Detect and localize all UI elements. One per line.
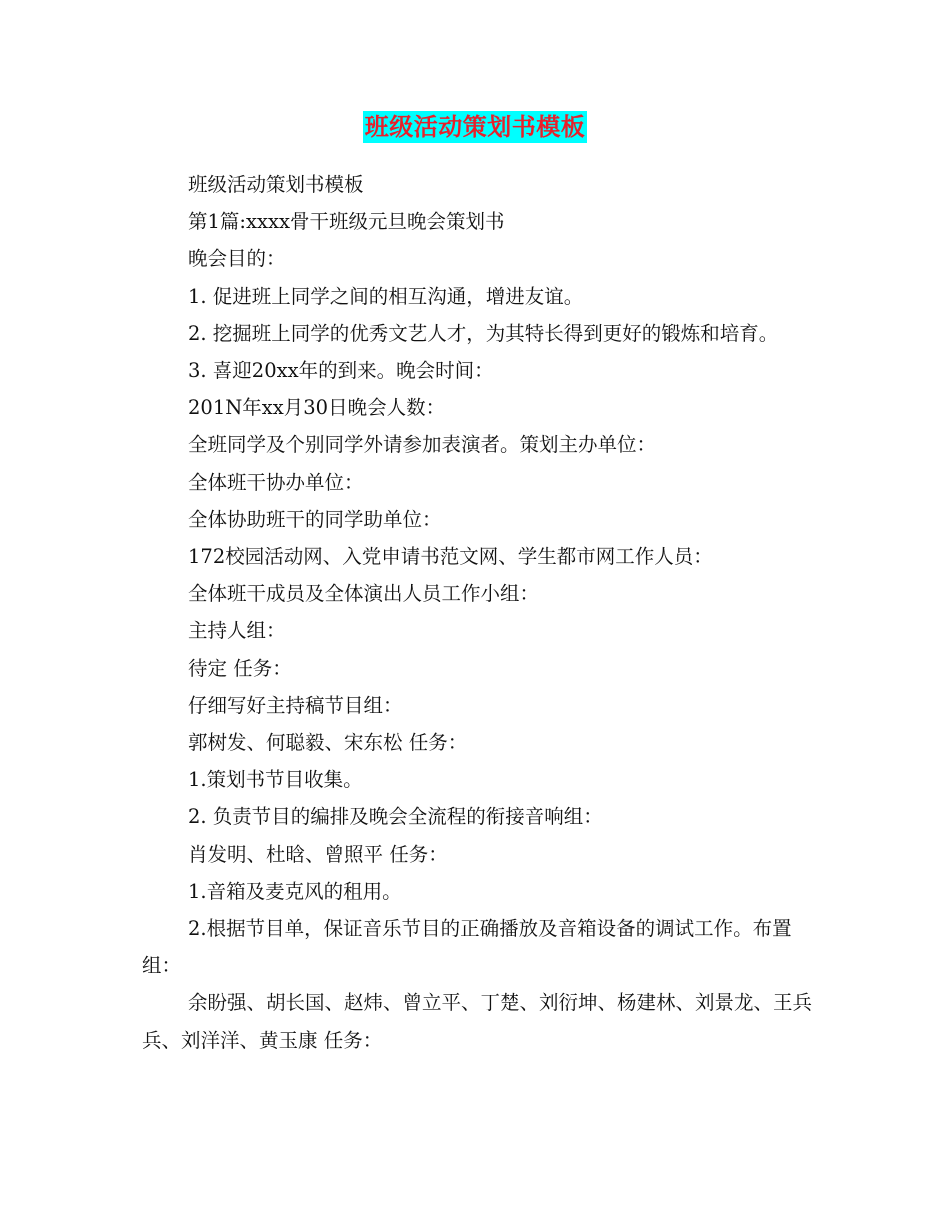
paragraph: 余盼强、胡长国、赵炜、曾立平、丁楚、刘衍坤、杨建林、刘景龙、王兵兵、刘洋洋、黄玉康 任务： [142, 991, 813, 1052]
document-title: 班级活动策划书模板 [364, 113, 586, 141]
paragraph: 全班同学及个别同学外请参加表演者。策划主办单位： [188, 433, 657, 457]
paragraph: 172校园活动网、入党申请书范文网、学生都市网工作人员： [188, 545, 713, 569]
paragraph: 2. 挖掘班上同学的优秀文艺人才，为其特长得到更好的锻炼和培育。 [188, 321, 779, 345]
paragraph: 1. 促进班上同学之间的相互沟通，增进友谊。 [188, 284, 584, 308]
paragraph: 第1篇:xxxx骨干班级元旦晚会策划书 [188, 210, 505, 234]
paragraph: 仔细写好主持稿节目组： [188, 693, 403, 717]
title-container [0, 111, 950, 143]
paragraph: 班级活动策划书模板 [188, 173, 364, 196]
document-body [142, 166, 812, 1059]
paragraph: 201N年xx月30日晚会人数： [188, 396, 446, 420]
paragraph: 肖发明、杜晗、曾照平 任务： [188, 842, 448, 866]
paragraph: 郭树发、何聪毅、宋东松 任务： [188, 731, 468, 755]
paragraph: 1.策划书节目收集。 [188, 768, 363, 792]
paragraph: 1.音箱及麦克风的租用。 [188, 879, 402, 903]
paragraph: 待定 任务： [188, 656, 292, 680]
paragraph: 2. 负责节目的编排及晚会全流程的衔接音响组： [188, 805, 603, 829]
paragraph: 2.根据节目单，保证音乐节目的正确播放及音箱设备的调试工作。布置组： [142, 917, 792, 978]
paragraph: 全体协助班干的同学助单位： [188, 507, 442, 531]
paragraph: 晚会目的： [188, 247, 286, 271]
paragraph: 全体班干协办单位： [188, 470, 364, 494]
paragraph: 全体班干成员及全体演出人员工作小组： [188, 582, 540, 606]
paragraph: 主持人组： [188, 619, 286, 643]
paragraph: 3. 喜迎20xx年的到来。晚会时间： [188, 359, 494, 383]
